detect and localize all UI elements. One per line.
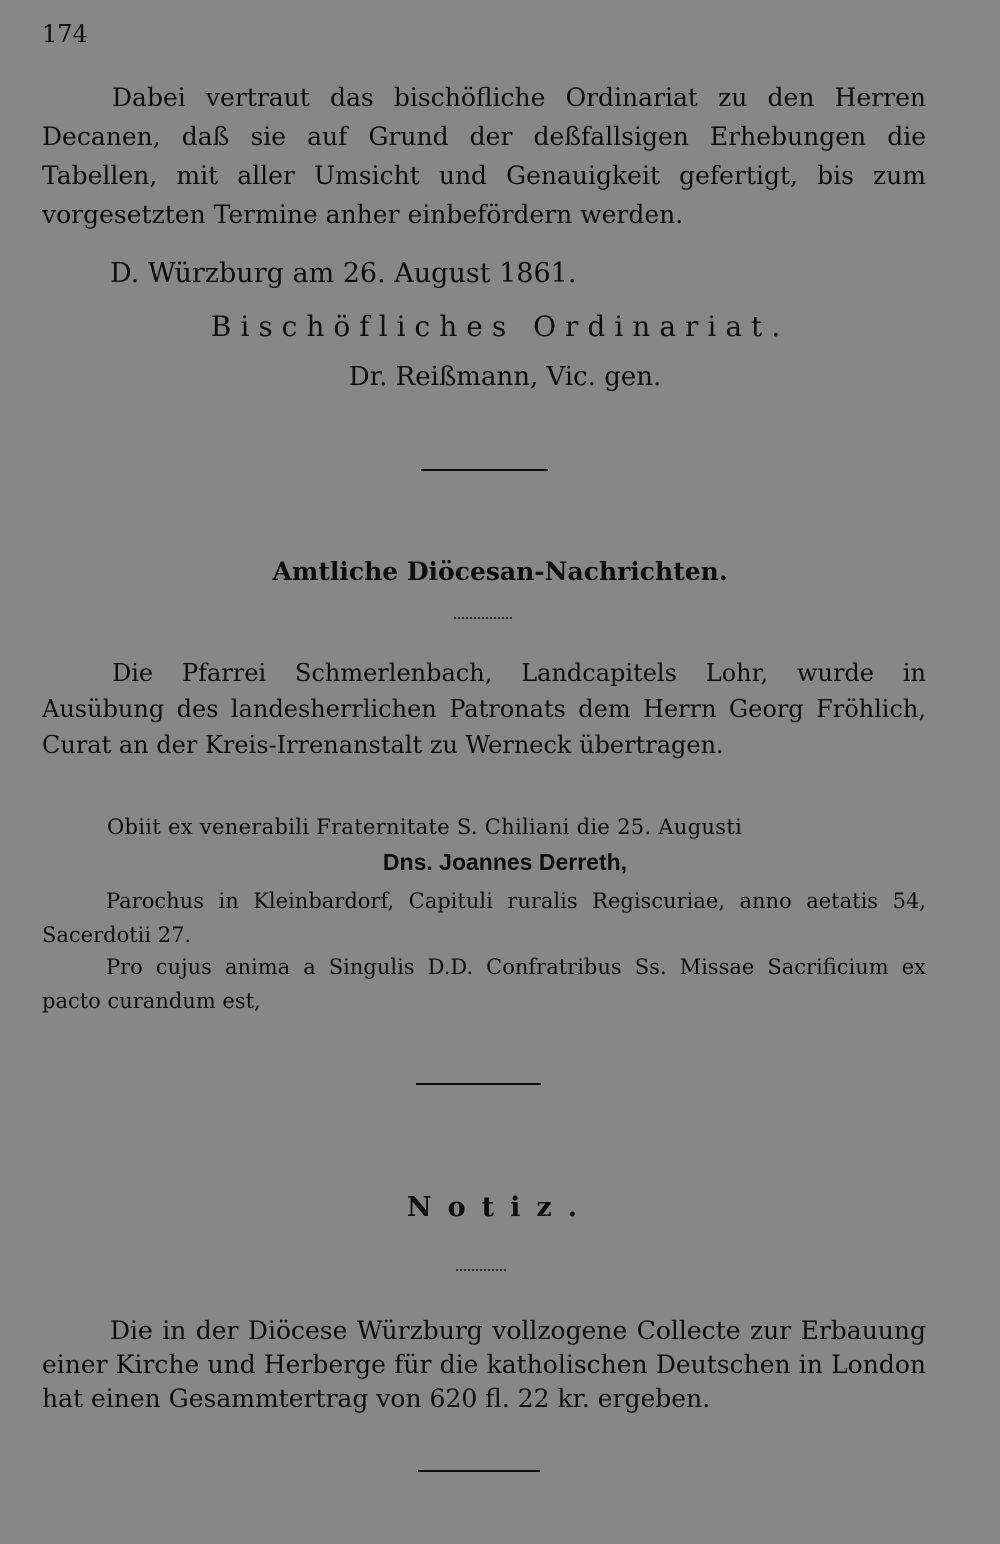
- section-divider: [416, 1083, 541, 1085]
- obituary-opening: Obiit ex venerabili Fraternitate S. Chiliani die 25. Augusti: [107, 815, 743, 839]
- place-date: D. Würzburg am 26. August 1861.: [110, 258, 577, 289]
- dotted-ornament: [454, 617, 512, 619]
- section-divider: [421, 469, 548, 471]
- pfarrei-paragraph: Die Pfarrei Schmerlenbach, Landcapitels Lohr, wurde in Ausübung des landesherrlichen Patronats dem Herrn Georg Fröhlich, Curat an der Kreis-Irrenanstalt zu Werneck übertragen.: [42, 659, 926, 759]
- section-title-diocesan-news: Amtliche Diöcesan-Nachrichten.: [272, 557, 728, 586]
- page-number: 174: [42, 20, 88, 48]
- collecte-paragraph: Die in der Diöcese Würzburg vollzogene Collecte zur Erbauung einer Kirche und Herberge für die katholischen Deutschen in London hat einen Gesammtertrag von 620 fl. 22 kr. ergeben.: [42, 1316, 926, 1413]
- obituary-parochus: Parochus in Kleinbardorf, Capituli ruralis Regiscuriae, anno aetatis 54, Sacerdotii 27.: [42, 889, 926, 947]
- obituary-prayer: Pro cujus anima a Singulis D.D. Confratribus Ss. Missae Sacrificium ex pacto curandum est,: [42, 955, 926, 1013]
- intro-paragraph: Dabei vertraut das bischöfliche Ordinariat zu den Herren Decanen, daß sie auf Grund der deßfallsigen Erhebungen die Tabellen, mit aller Umsicht und Genauigkeit gefertigt, bis zum vorgesetzten Termine anher einbefördern werden.: [42, 83, 926, 229]
- end-divider: [418, 1470, 540, 1472]
- signature: Dr. Reißmann, Vic. gen.: [348, 362, 662, 392]
- obituary-name: Dns. Joannes Derreth,: [382, 849, 628, 875]
- issuer-heading: Bischöfliches Ordinariat.: [210, 310, 790, 343]
- dotted-ornament: [456, 1269, 506, 1271]
- section-title-notiz: Notiz.: [406, 1192, 594, 1223]
